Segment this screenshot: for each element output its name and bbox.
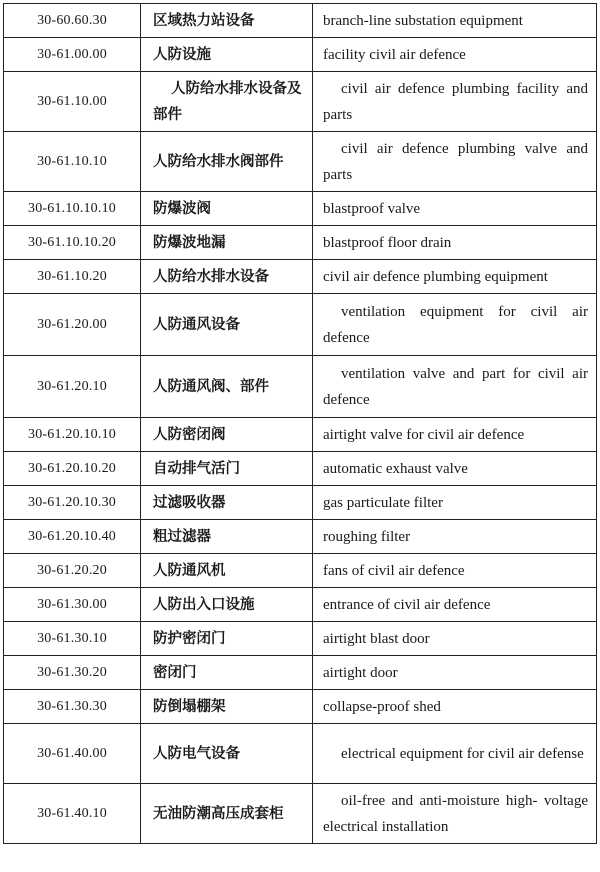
table-row bbox=[4, 520, 597, 554]
code-cell: 30-61.30.10 bbox=[4, 622, 141, 656]
english-term-cell: oil-free and anti-moisture high- voltage electrical installation bbox=[313, 784, 597, 844]
english-term-cell: blastproof valve bbox=[313, 192, 597, 226]
code-cell: 30-61.10.00 bbox=[4, 72, 141, 132]
english-term-cell: automatic exhaust valve bbox=[313, 452, 597, 486]
english-term-cell: blastproof floor drain bbox=[313, 226, 597, 260]
code-cell: 30-61.10.20 bbox=[4, 260, 141, 294]
chinese-term-cell: 防倒塌棚架 bbox=[141, 690, 313, 724]
chinese-term-cell: 粗过滤器 bbox=[141, 520, 313, 554]
code-cell: 30-61.30.00 bbox=[4, 588, 141, 622]
chinese-term-cell: 人防通风机 bbox=[141, 554, 313, 588]
code-cell: 30-60.60.30 bbox=[4, 4, 141, 38]
table-row bbox=[4, 656, 597, 690]
english-term-cell: roughing filter bbox=[313, 520, 597, 554]
table-row bbox=[4, 72, 597, 132]
chinese-term-cell: 人防通风阀、部件 bbox=[141, 356, 313, 418]
table-row bbox=[4, 260, 597, 294]
table-row bbox=[4, 452, 597, 486]
chinese-term-cell: 人防给水排水设备及部件 bbox=[141, 72, 313, 132]
chinese-term-cell: 密闭门 bbox=[141, 656, 313, 690]
table-row bbox=[4, 192, 597, 226]
classification-table bbox=[3, 3, 597, 844]
english-term-cell: civil air defence plumbing valve and parts bbox=[313, 132, 597, 192]
english-term-cell: civil air defence plumbing facility and parts bbox=[313, 72, 597, 132]
chinese-term-cell: 防爆波地漏 bbox=[141, 226, 313, 260]
table-row bbox=[4, 132, 597, 192]
chinese-term-cell: 人防设施 bbox=[141, 38, 313, 72]
english-term-cell: gas particulate filter bbox=[313, 486, 597, 520]
table-row bbox=[4, 724, 597, 784]
table-row bbox=[4, 38, 597, 72]
chinese-term-cell: 无油防潮高压成套柜 bbox=[141, 784, 313, 844]
chinese-term-cell: 区域热力站设备 bbox=[141, 4, 313, 38]
chinese-term-cell: 自动排气活门 bbox=[141, 452, 313, 486]
code-cell: 30-61.10.10.20 bbox=[4, 226, 141, 260]
code-cell: 30-61.40.00 bbox=[4, 724, 141, 784]
english-term-cell: airtight blast door bbox=[313, 622, 597, 656]
table-row bbox=[4, 356, 597, 418]
code-cell: 30-61.20.10.10 bbox=[4, 418, 141, 452]
table-row bbox=[4, 554, 597, 588]
table-row bbox=[4, 784, 597, 844]
chinese-term-cell: 过滤吸收器 bbox=[141, 486, 313, 520]
english-term-cell: ventilation valve and part for civil air defence bbox=[313, 356, 597, 418]
code-cell: 30-61.10.10 bbox=[4, 132, 141, 192]
table-row bbox=[4, 418, 597, 452]
english-term-cell: collapse-proof shed bbox=[313, 690, 597, 724]
code-cell: 30-61.30.20 bbox=[4, 656, 141, 690]
english-term-cell: civil air defence plumbing equipment bbox=[313, 260, 597, 294]
code-cell: 30-61.20.00 bbox=[4, 294, 141, 356]
code-cell: 30-61.20.10.40 bbox=[4, 520, 141, 554]
chinese-term-cell: 人防给水排水阀部件 bbox=[141, 132, 313, 192]
table-row bbox=[4, 486, 597, 520]
table-row bbox=[4, 226, 597, 260]
code-cell: 30-61.20.10.20 bbox=[4, 452, 141, 486]
table-row bbox=[4, 588, 597, 622]
english-term-cell: ventilation equipment for civil air defence bbox=[313, 294, 597, 356]
document-page bbox=[3, 3, 597, 844]
english-term-cell: airtight valve for civil air defence bbox=[313, 418, 597, 452]
table-body bbox=[4, 4, 597, 844]
code-cell: 30-61.20.10.30 bbox=[4, 486, 141, 520]
chinese-term-cell: 人防电气设备 bbox=[141, 724, 313, 784]
chinese-term-cell: 防爆波阀 bbox=[141, 192, 313, 226]
code-cell: 30-61.40.10 bbox=[4, 784, 141, 844]
chinese-term-cell: 防护密闭门 bbox=[141, 622, 313, 656]
table-row bbox=[4, 4, 597, 38]
code-cell: 30-61.10.10.10 bbox=[4, 192, 141, 226]
table-row bbox=[4, 294, 597, 356]
table-row bbox=[4, 690, 597, 724]
chinese-term-cell: 人防通风设备 bbox=[141, 294, 313, 356]
chinese-term-cell: 人防出入口设施 bbox=[141, 588, 313, 622]
code-cell: 30-61.20.20 bbox=[4, 554, 141, 588]
english-term-cell: entrance of civil air defence bbox=[313, 588, 597, 622]
english-term-cell: branch-line substation equipment bbox=[313, 4, 597, 38]
english-term-cell: airtight door bbox=[313, 656, 597, 690]
table-row bbox=[4, 622, 597, 656]
chinese-term-cell: 人防给水排水设备 bbox=[141, 260, 313, 294]
chinese-term-cell: 人防密闭阀 bbox=[141, 418, 313, 452]
code-cell: 30-61.00.00 bbox=[4, 38, 141, 72]
english-term-cell: electrical equipment for civil air defense bbox=[313, 724, 597, 784]
code-cell: 30-61.20.10 bbox=[4, 356, 141, 418]
english-term-cell: fans of civil air defence bbox=[313, 554, 597, 588]
code-cell: 30-61.30.30 bbox=[4, 690, 141, 724]
english-term-cell: facility civil air defence bbox=[313, 38, 597, 72]
